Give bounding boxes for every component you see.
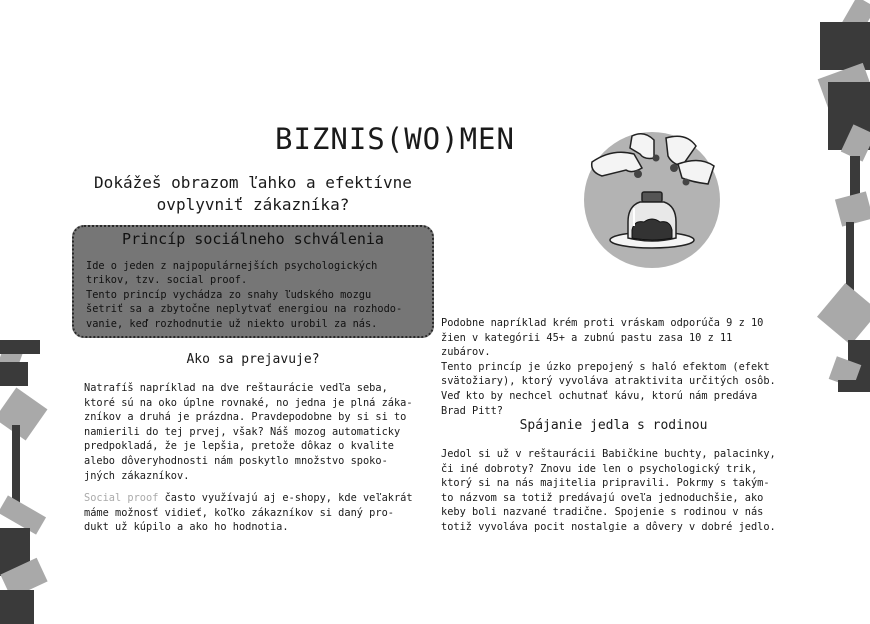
page-title: BIZNIS(WO)MEN bbox=[275, 122, 515, 156]
decor-square bbox=[0, 590, 34, 624]
decor-square bbox=[0, 388, 47, 441]
decor-square bbox=[817, 283, 870, 345]
manifest-paragraph-1: Natrafíš napríklad na dve reštaurácie vedľa seba, ktoré sú na oko úplne rovnaké, no jedna je plná záka- zníkov a druhá je prázdna. Pravdepodobne by si si to namierili do tej prvej, však? Náš mozog automaticky predpokladá, že je lepšia, pretože dôkaz o kvalite alebo dôveryhodnosti nám poskytlo množstvo spoko- jných zákazníkov. bbox=[84, 382, 413, 482]
decor-bar bbox=[12, 425, 20, 505]
social-proof-term: Social proof bbox=[84, 492, 159, 504]
right-paragraph-1: Podobne napríklad krém proti vráskam odporúča 9 z 10 žien v kategórii 45+ a zubnú pastu zasa 10 z 11 zubárov. Tento princíp je úzko prepojený s haló efektom (efekt svätožiary), ktorý vyvoláva atraktivita určitých osôb. Veď kto by nechcel ochutnať kávu, ktorú nám predáva Brad Pitt? bbox=[441, 317, 776, 417]
section-heading-manifest: Ako sa prejavuje? bbox=[186, 352, 320, 367]
right-paragraph-2: Jedol si už v reštaurácii Babičkine buchty, palacinky, či iné dobroty? Znovu ide len o psychologický trik, ktorý si na nás majitelia pripravili. Pokrmy s takým- to názvom sa totiž predávajú oveľa jednoduchšie, ako keby boli nazvané tradične. Spojenie s rodinou v nás totiž vyvoláva pocit nostalgie a dôvery v dobré jedlo. bbox=[441, 448, 776, 533]
page-subtitle bbox=[72, 172, 434, 216]
decor-square bbox=[0, 362, 28, 386]
manifest-paragraph-2-text: často využívajú aj e-shopy, kde veľakrát máme možnosť vidieť, koľko zákazníkov si daný pro- dukt už kúpilo a ako ho hodnotia. bbox=[84, 492, 413, 534]
principle-box-text: Ide o jeden z najpopulárnejších psychologických trikov, tzv. social proof. Tento princíp vychádza zo snahy ľudského mozgu šetriť sa a zbytočne neplytvať energiou na rozhodo- vanie, keď rozhodnutie už niekto urobil za nás. bbox=[86, 260, 403, 330]
manifest-paragraph-2 bbox=[84, 491, 434, 535]
decor-square bbox=[0, 340, 40, 354]
decor-bar bbox=[846, 222, 854, 292]
decor-square bbox=[838, 380, 870, 392]
principle-box bbox=[72, 225, 434, 338]
subtitle-line-1: Dokážeš obrazom ľahko a efektívne bbox=[94, 173, 412, 192]
principle-box-title: Princíp sociálneho schválenia bbox=[122, 230, 384, 248]
subtitle-line-2: ovplyvniť zákazníka? bbox=[156, 195, 350, 214]
section-heading-family: Spájanie jedla s rodinou bbox=[519, 418, 708, 433]
hands-cookie-jar-icon bbox=[582, 126, 724, 268]
decor-bar bbox=[850, 156, 860, 196]
